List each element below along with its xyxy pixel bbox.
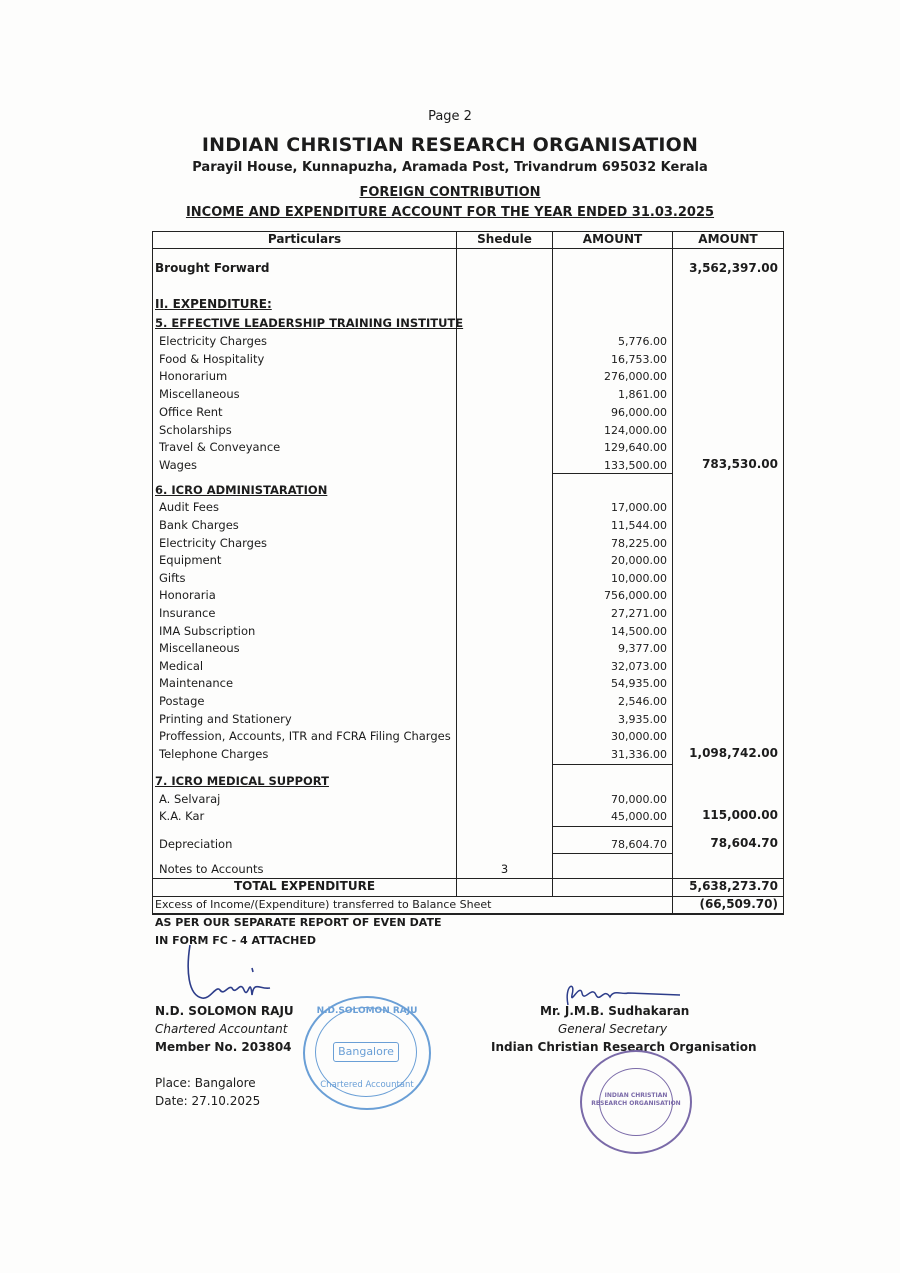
auditor-member-number: Member No. 203804	[155, 1040, 292, 1054]
section-total: 1,098,742.00	[689, 746, 778, 760]
organisation-address: Parayil House, Kunnapuzha, Aramada Post, Trivandrum 695032 Kerala	[192, 160, 708, 175]
expense-item-amount: 9,377.00	[618, 642, 667, 655]
total-expenditure-value: 5,638,273.70	[689, 879, 778, 893]
column-header-schedule: Shedule	[477, 232, 532, 246]
auditor-title: Chartered Accountant	[155, 1022, 288, 1036]
expense-item-amount: 756,000.00	[604, 589, 667, 602]
brought-forward-label: Brought Forward	[155, 261, 270, 275]
auditor-name: N.D. SOLOMON RAJU	[155, 1004, 294, 1018]
auditor-signature	[180, 940, 290, 1010]
excess-label: Excess of Income/(Expenditure) transferred to Balance Sheet	[155, 898, 492, 911]
expense-item-label: Office Rent	[159, 405, 223, 419]
subtotal-line	[552, 853, 672, 854]
auditor-seal-bottom-text: Chartered Accountant	[320, 1080, 414, 1090]
secretary-organisation: Indian Christian Research Organisation	[491, 1040, 757, 1054]
column-header-particulars: Particulars	[267, 232, 342, 246]
expense-item-amount: 2,546.00	[618, 695, 667, 708]
expense-item-label: Maintenance	[159, 676, 234, 690]
expense-item-label: Scholarships	[159, 423, 232, 437]
expense-item-amount: 1,861.00	[618, 388, 667, 401]
expense-item-label: Insurance	[159, 606, 216, 620]
expense-item-label: Medical	[159, 659, 204, 673]
expense-item-amount: 5,776.00	[618, 335, 667, 348]
organisation-name: INDIAN CHRISTIAN RESEARCH ORGANISATION	[201, 134, 699, 156]
report-note-line1: AS PER OUR SEPARATE REPORT OF EVEN DATE	[155, 916, 442, 929]
subtotal-line	[552, 764, 672, 765]
excess-value: (66,509.70)	[699, 897, 778, 911]
expense-item-label: Telephone Charges	[159, 747, 269, 761]
expense-item-label: IMA Subscription	[159, 624, 256, 638]
expense-item-amount: 129,640.00	[604, 441, 667, 454]
depreciation-label: Depreciation	[159, 837, 233, 851]
expense-item-amount: 96,000.00	[611, 406, 667, 419]
table-border-right	[783, 896, 784, 914]
total-expenditure-label: TOTAL EXPENDITURE	[233, 879, 376, 893]
column-header-amount: AMOUNT	[582, 232, 643, 246]
foreign-contribution-title: FOREIGN CONTRIBUTION	[359, 185, 541, 200]
organisation-seal-text: INDIAN CHRISTIAN RESEARCH ORGANISATION	[591, 1092, 681, 1107]
auditor-seal-city: Bangalore	[333, 1042, 399, 1062]
section-total: 783,530.00	[702, 457, 778, 471]
expense-item-label: Equipment	[159, 553, 222, 567]
expense-item-amount: 16,753.00	[611, 353, 667, 366]
expense-item-label: Electricity Charges	[159, 334, 268, 348]
expense-item-amount: 32,073.00	[611, 660, 667, 673]
expense-item-amount: 70,000.00	[611, 793, 667, 806]
section-title: 6. ICRO ADMINISTARATION	[155, 483, 328, 497]
table-border-left	[152, 231, 153, 897]
section-title: 7. ICRO MEDICAL SUPPORT	[155, 774, 329, 788]
section-title: 5. EFFECTIVE LEADERSHIP TRAINING INSTITUTE	[155, 316, 464, 330]
auditor-date: Date: 27.10.2025	[155, 1094, 261, 1108]
expense-item-label: Miscellaneous	[159, 641, 240, 655]
excess-row-bottom	[152, 913, 784, 915]
expenditure-heading: II. EXPENDITURE:	[155, 297, 272, 311]
table-divider	[672, 896, 673, 914]
expense-item-label: Electricity Charges	[159, 536, 268, 550]
page-number: Page 2	[428, 109, 472, 124]
table-header-divider	[152, 248, 784, 249]
expense-item-label: K.A. Kar	[159, 809, 205, 823]
expense-item-label: Postage	[159, 694, 205, 708]
table-border-left	[152, 896, 153, 914]
report-note-line2: IN FORM FC - 4 ATTACHED	[155, 934, 317, 947]
expense-item-label: A. Selvaraj	[159, 792, 221, 806]
auditor-place: Place: Bangalore	[155, 1076, 256, 1090]
expense-item-amount: 78,225.00	[611, 537, 667, 550]
secretary-name: Mr. J.M.B. Sudhakaran	[540, 1004, 690, 1018]
secretary-title: General Secretary	[558, 1022, 668, 1036]
depreciation-amount: 78,604.70	[611, 838, 667, 851]
expense-item-label: Miscellaneous	[159, 387, 240, 401]
expense-item-amount: 14,500.00	[611, 625, 667, 638]
expense-item-amount: 30,000.00	[611, 730, 667, 743]
organisation-seal	[580, 1050, 692, 1154]
expense-item-label: Audit Fees	[159, 500, 219, 514]
expense-item-label: Bank Charges	[159, 518, 239, 532]
account-title: INCOME AND EXPENDITURE ACCOUNT FOR THE YEAR ENDED 31.03.2025	[185, 205, 715, 220]
expense-item-amount: 20,000.00	[611, 554, 667, 567]
auditor-seal	[303, 996, 431, 1110]
column-header-amount-total: AMOUNT	[698, 232, 758, 246]
notes-schedule: 3	[500, 862, 509, 876]
section-total: 115,000.00	[702, 808, 778, 822]
expense-item-label: Proffession, Accounts, ITR and FCRA Filing Charges	[159, 729, 451, 743]
expense-item-label: Travel & Conveyance	[159, 440, 281, 454]
expense-item-amount: 10,000.00	[611, 572, 667, 585]
expense-item-label: Gifts	[159, 571, 186, 585]
expense-item-label: Printing and Stationery	[159, 712, 292, 726]
table-border-right	[783, 231, 784, 897]
notes-label: Notes to Accounts	[159, 862, 264, 876]
auditor-seal-top-text: N.D.SOLOMON RAJU	[316, 1006, 418, 1016]
expense-item-amount: 54,935.00	[611, 677, 667, 690]
expense-item-amount: 45,000.00	[611, 810, 667, 823]
expense-item-amount: 276,000.00	[604, 370, 667, 383]
expense-item-amount: 31,336.00	[611, 748, 667, 761]
expense-item-amount: 11,544.00	[611, 519, 667, 532]
expense-item-amount: 3,935.00	[618, 713, 667, 726]
expense-item-label: Honoraria	[159, 588, 216, 602]
table-divider	[552, 231, 553, 897]
expense-item-amount: 17,000.00	[611, 501, 667, 514]
table-divider	[672, 231, 673, 897]
expense-item-label: Wages	[159, 458, 198, 472]
expense-item-label: Food & Hospitality	[159, 352, 265, 366]
expense-item-amount: 124,000.00	[604, 424, 667, 437]
brought-forward-total: 3,562,397.00	[689, 261, 778, 275]
expense-item-label: Honorarium	[159, 369, 228, 383]
depreciation-total: 78,604.70	[710, 836, 778, 850]
expense-item-amount: 133,500.00	[604, 459, 667, 472]
expense-item-amount: 27,271.00	[611, 607, 667, 620]
subtotal-line	[552, 826, 672, 827]
